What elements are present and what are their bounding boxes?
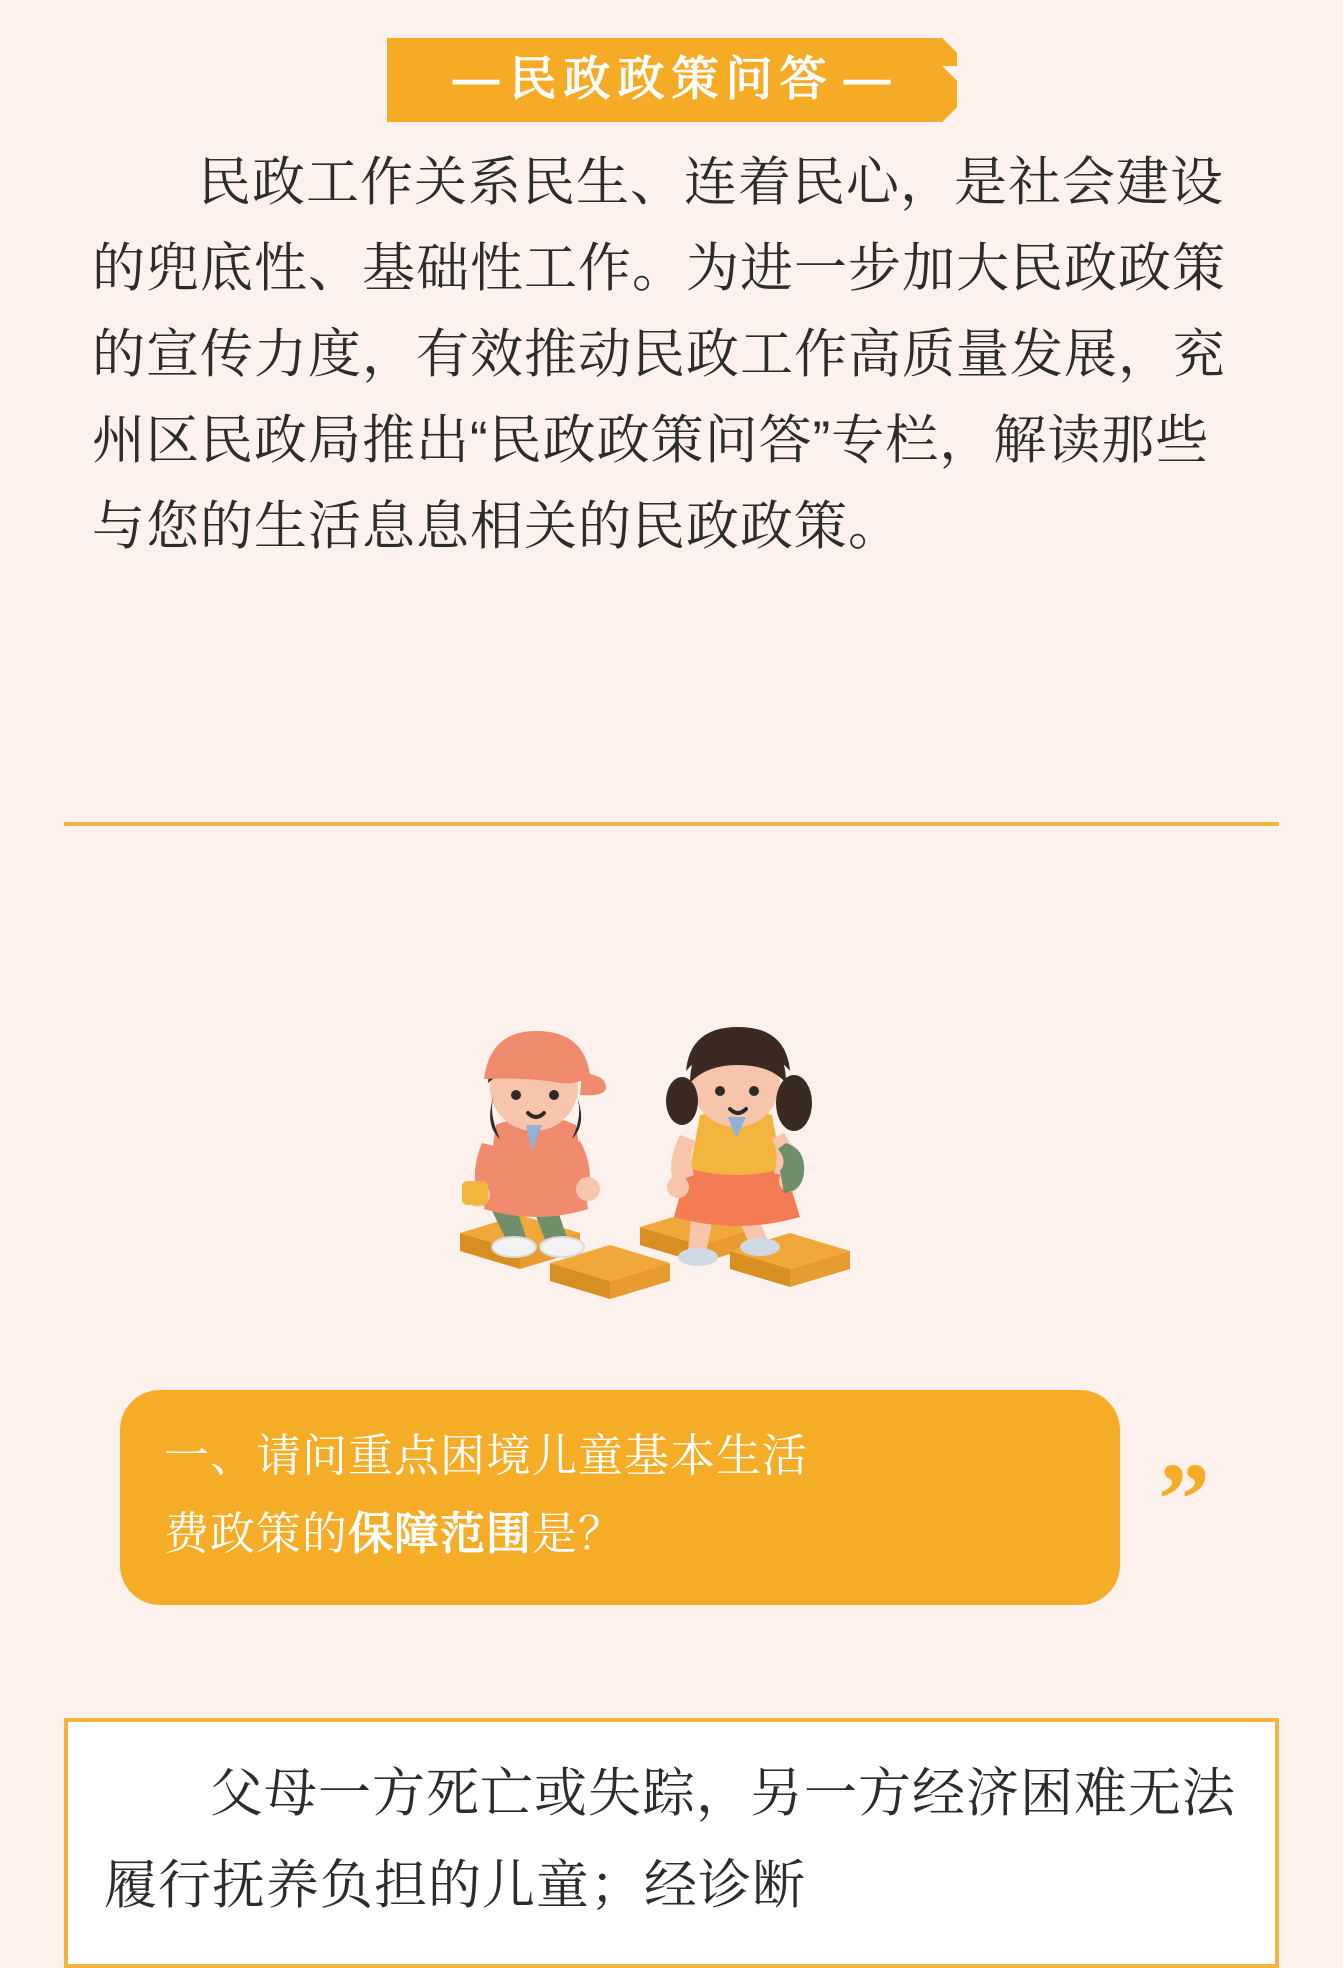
children-illustration (430, 975, 910, 1305)
banner-container (0, 38, 1343, 122)
banner-left-dash: — (452, 52, 500, 105)
question-block (120, 1390, 1210, 1605)
banner-title-text: 民政政策问答 (509, 52, 834, 105)
answer-text: 父母一方死亡或失踪，另一方经济困难无法履行抚养负担的儿童；经诊断 (104, 1764, 1236, 1915)
banner-right-dash: — (843, 52, 891, 105)
question-bubble (120, 1390, 1120, 1605)
quote-mark-icon: ” (1158, 1442, 1210, 1557)
intro-paragraph: 民政工作关系民生、连着民心，是社会建设的兜底性、基础性工作。为进一步加大民政政策的宣传力度，有效推动民政工作高质量发展，兖州区民政局推出“民政政策问答”专栏，解读那些与您的生活息息相关的民政政策。 (92, 153, 1226, 556)
section-divider (64, 822, 1279, 826)
answer-card (64, 1718, 1279, 1968)
page-right-margin (1333, 0, 1343, 1919)
page-left-margin (0, 0, 10, 1919)
question-line-2-prefix: 费政策的 (164, 1508, 349, 1559)
question-line-1: 一、请问重点困境儿童基本生活 (164, 1430, 809, 1481)
question-line-2-suffix: 是？ (532, 1508, 625, 1559)
question-line-2-emphasis: 保障范围 (348, 1508, 533, 1559)
banner-title-ribbon (387, 38, 957, 122)
question-line-2 (164, 1495, 1076, 1573)
